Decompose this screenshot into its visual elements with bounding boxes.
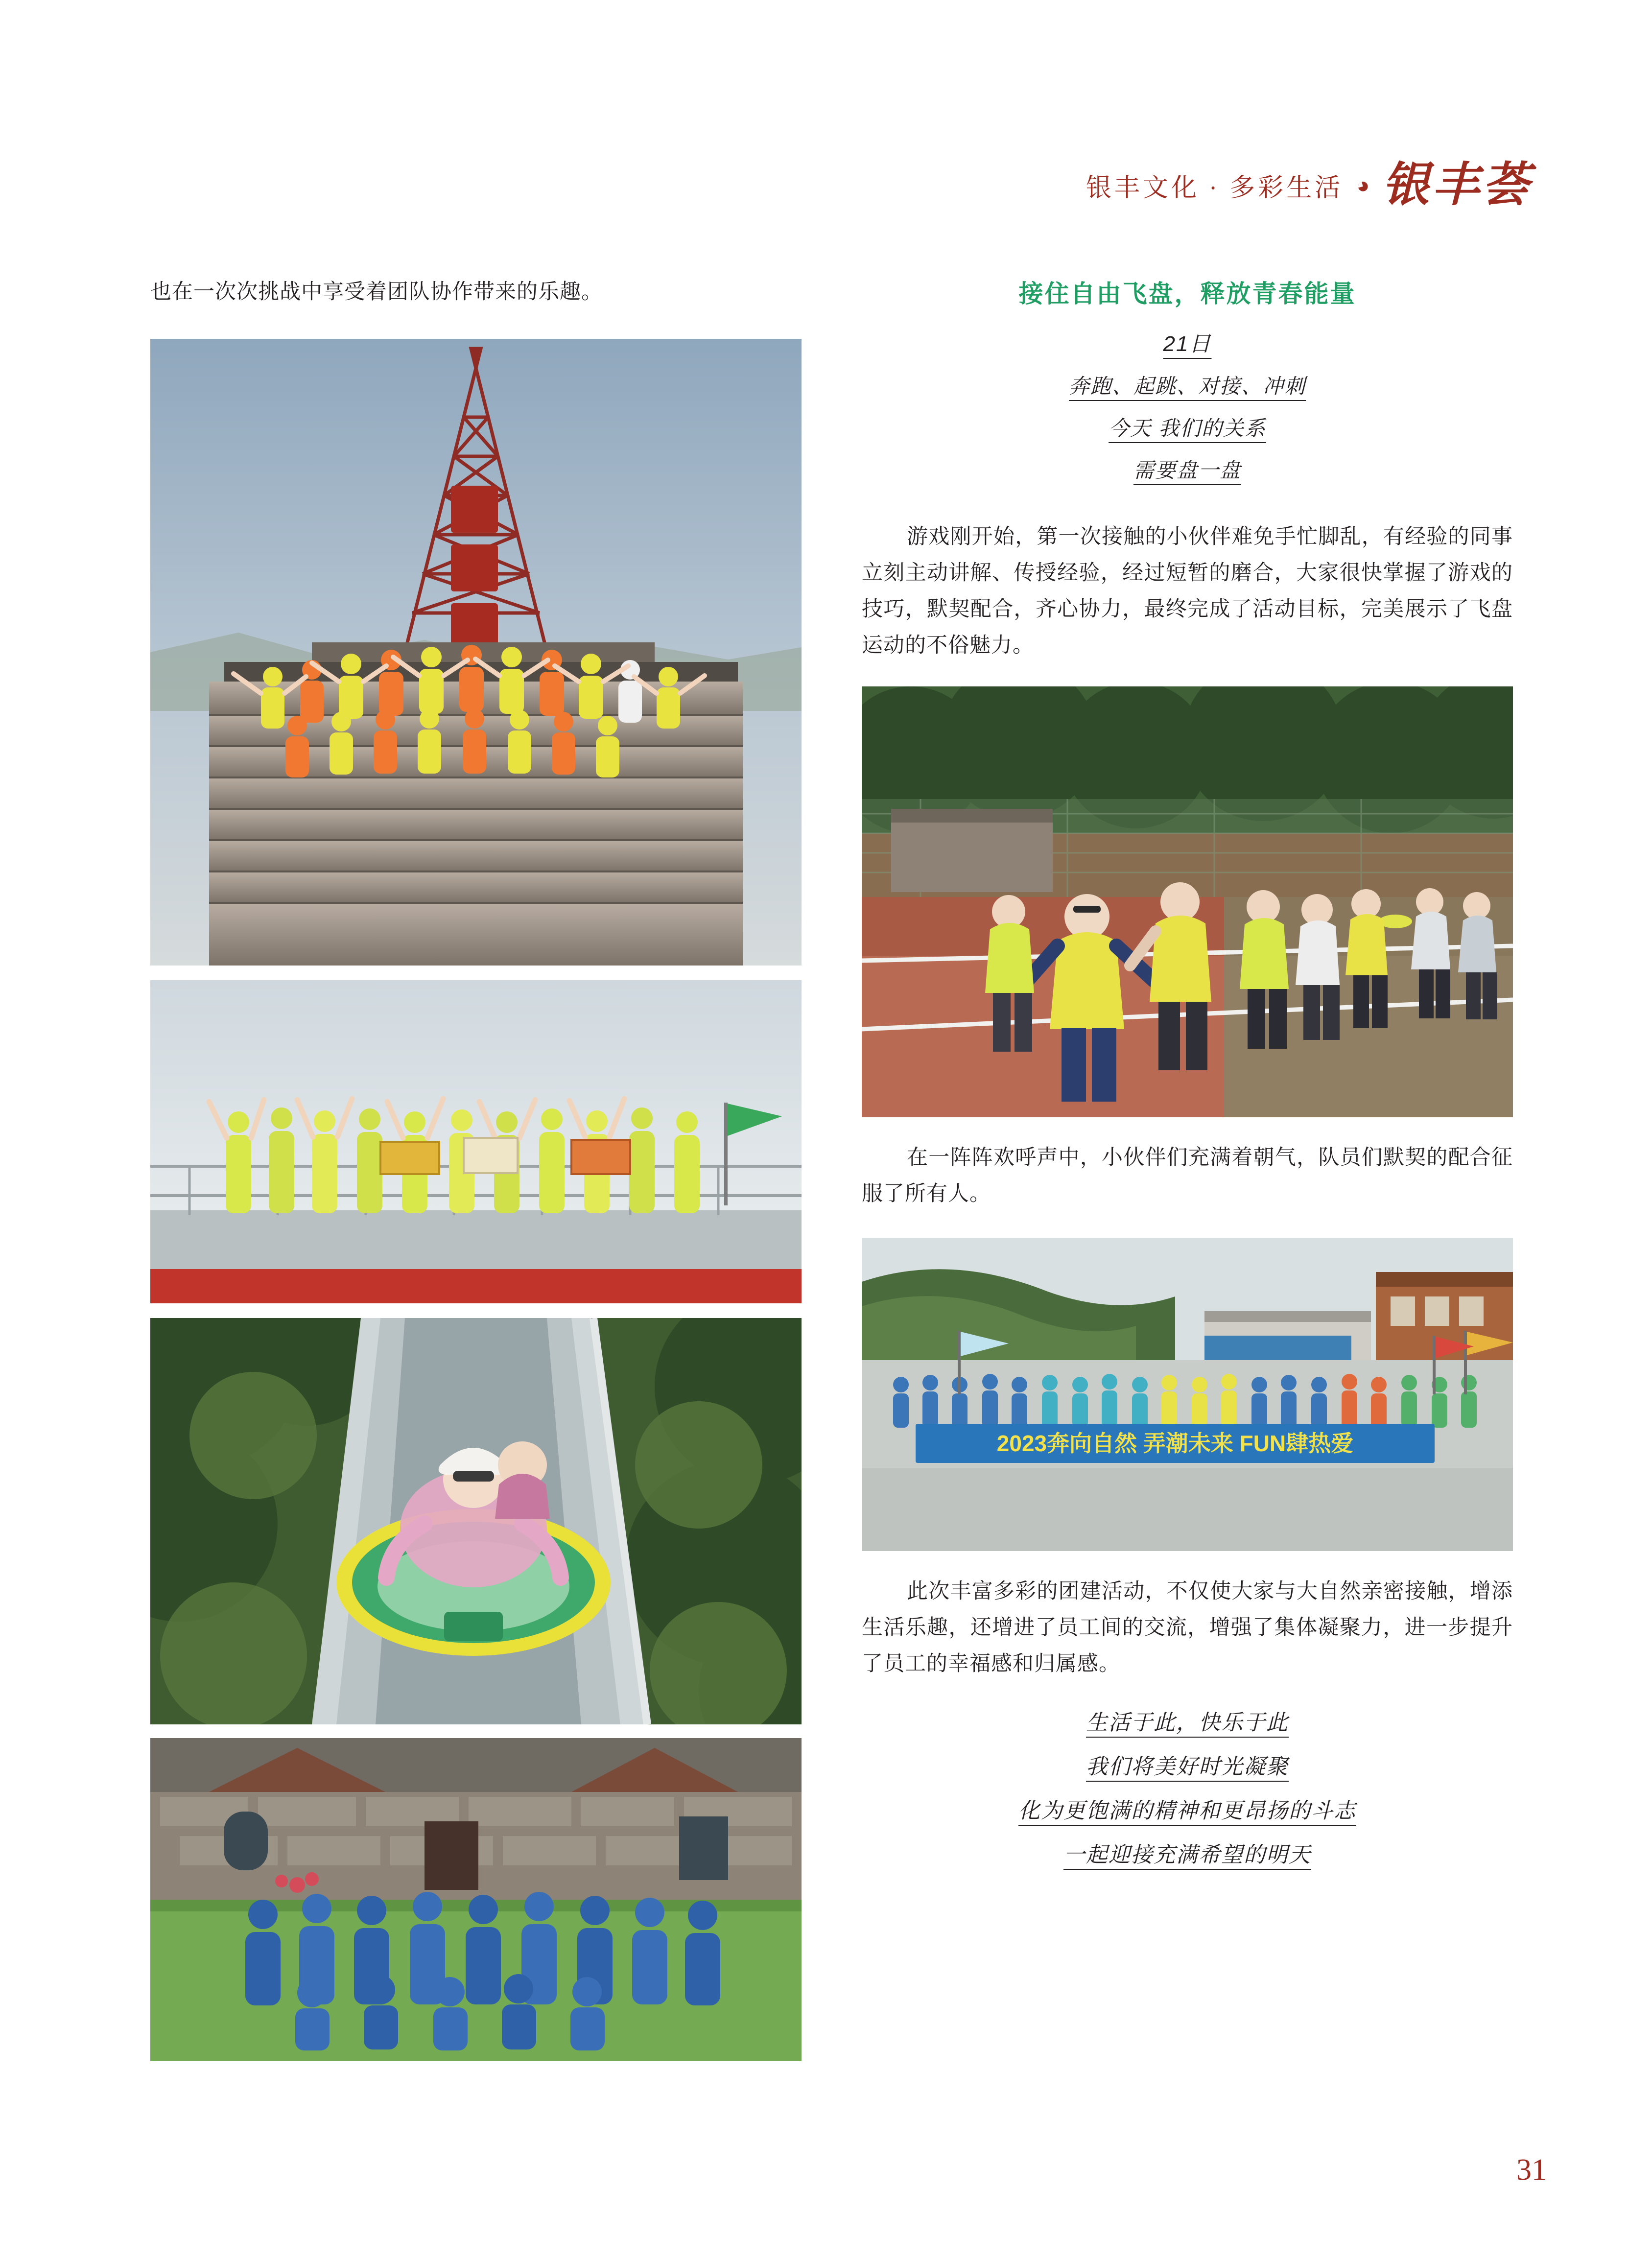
paragraph-1: 游戏刚开始，第一次接触的小伙伴难免手忙脚乱，有经验的同事立刻主动讲解、传授经验，经过短暂的磨合，大家很快掌握了游戏的技巧，默契配合，齐心协力，最终完成了活动目标，完美展示了飞盘运动的不俗魅力。 xyxy=(862,525,1513,657)
photo-water-slide xyxy=(150,1318,802,1724)
photo-frisbee-match xyxy=(862,686,1513,1117)
photo-banner-group xyxy=(862,1238,1513,1551)
paragraph-2: 在一阵阵欢呼声中，小伙伴们充满着朝气，队员们默契的配合征服了所有人。 xyxy=(862,1145,1513,1205)
photo-tower-group xyxy=(150,339,802,966)
left-column xyxy=(150,274,802,2061)
closing-line-3: 化为更饱满的精神和更昂扬的斗志 xyxy=(1018,1798,1356,1823)
paragraph-3: 此次丰富多彩的团建活动，不仅使大家与大自然亲密接触，增添生活乐趣，还增进了员工间的交流，增强了集体凝聚力，进一步提升了员工的幸福感和归属感。 xyxy=(862,1579,1513,1675)
page-header xyxy=(1086,159,1532,211)
poem-line-2: 今天 我们的关系 xyxy=(1109,417,1266,440)
page-number: 31 xyxy=(1516,2153,1547,2187)
closing-line-1: 生活于此，快乐于此 xyxy=(1086,1710,1289,1735)
continued-paragraph: 也在一次次挑战中享受着团队协作带来的乐趣。 xyxy=(150,280,603,304)
date-line: 21日 xyxy=(1163,332,1212,356)
photo-bridge-group xyxy=(150,980,802,1303)
poem-line-3: 需要盘一盘 xyxy=(1133,459,1241,482)
poem-line-1: 奔跑、起跳、对接、冲刺 xyxy=(1068,375,1306,398)
magazine-logo: 银丰荟 xyxy=(1382,159,1532,211)
right-column xyxy=(862,274,1513,1881)
photo-lawn-group xyxy=(150,1738,802,2061)
closing-line-2: 我们将美好时光凝聚 xyxy=(1086,1754,1289,1779)
svg-text:2023奔向自然 弄潮未来 FUN肆热爱: 2023奔向自然 弄潮未来 FUN肆热爱 xyxy=(996,1430,1354,1456)
section-title: 接住自由飞盘，释放青春能量 xyxy=(1018,280,1356,307)
swirl-icon: ◕ xyxy=(1352,171,1373,199)
breadcrumb: 银丰文化 · 多彩生活 xyxy=(1086,174,1344,202)
closing-line-4: 一起迎接充满希望的明天 xyxy=(1063,1842,1311,1867)
